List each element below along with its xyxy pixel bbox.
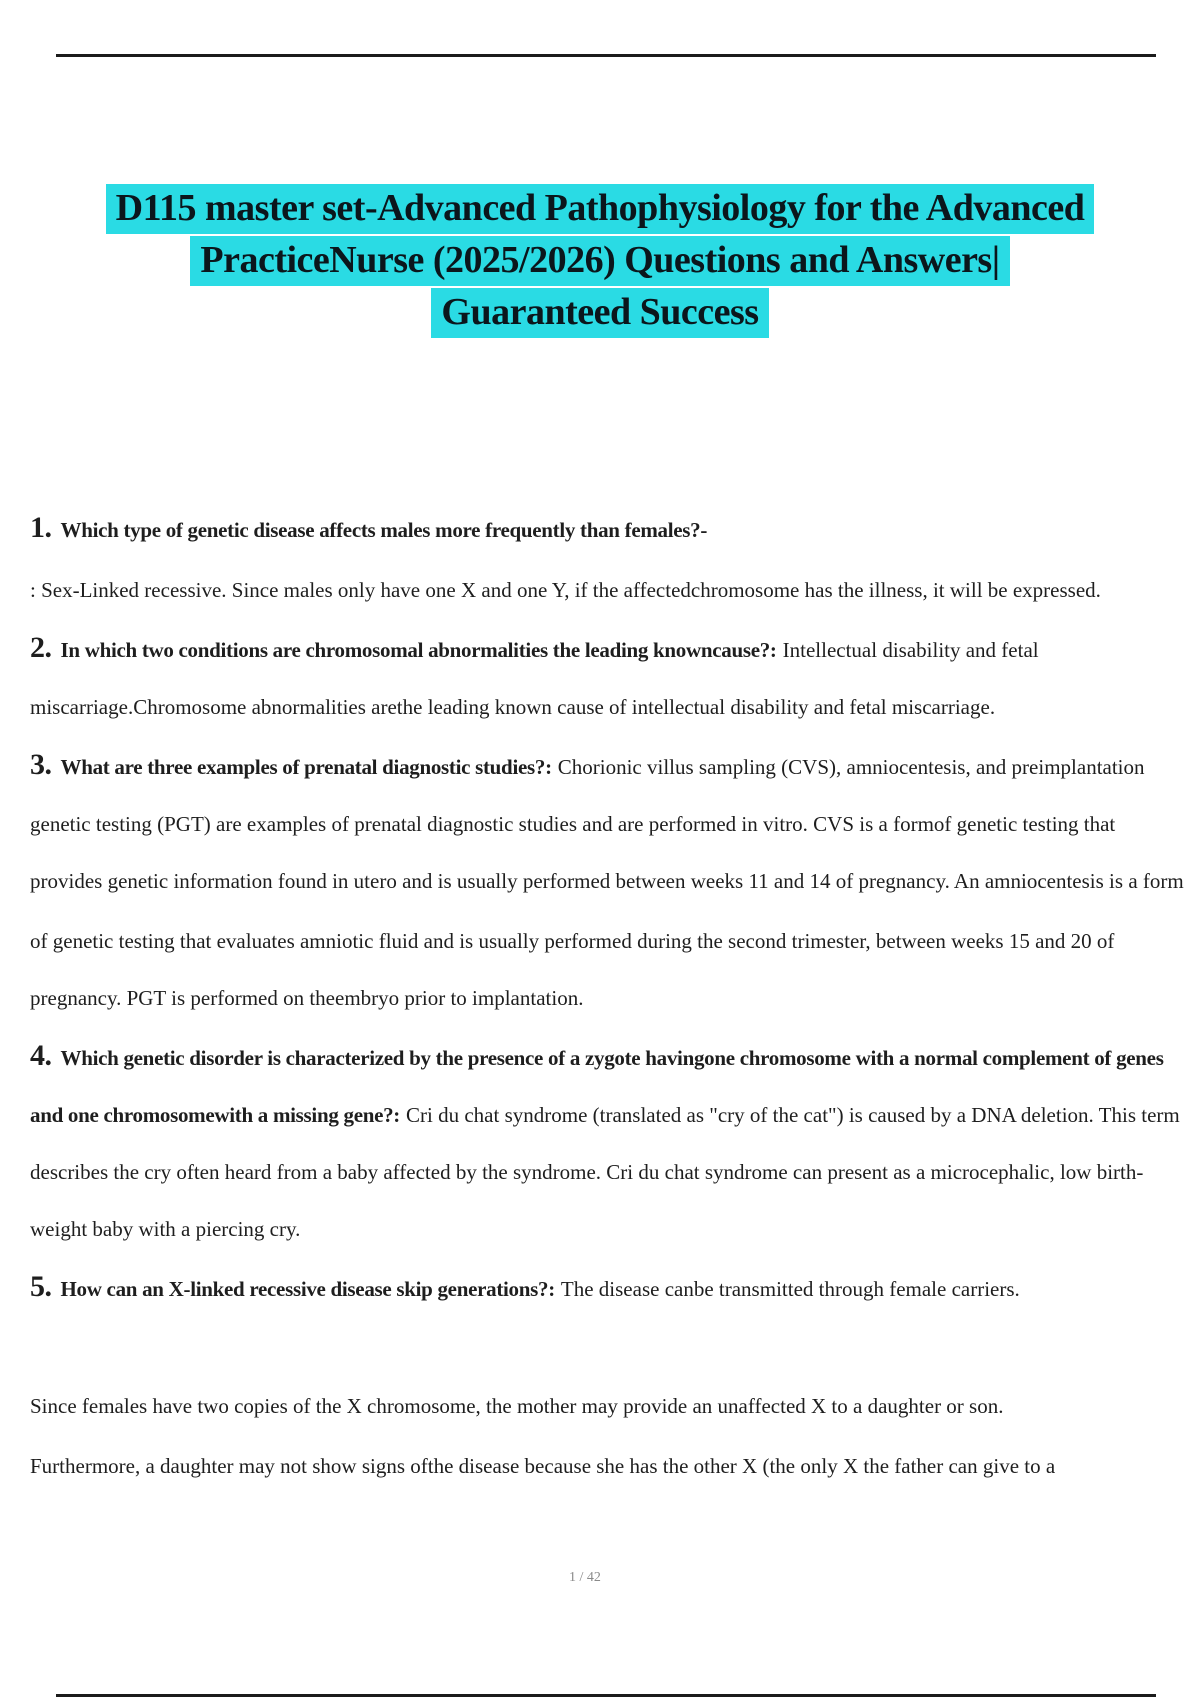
question-number: 2. — [30, 631, 52, 664]
qa-item-1 — [30, 499, 1184, 559]
document-title — [18, 182, 1182, 338]
qa-item-5 — [30, 1258, 1184, 1318]
top-divider — [56, 54, 1156, 57]
qa-item-4 — [30, 1027, 1184, 1258]
qa-item-5-continued — [30, 1375, 1184, 1435]
page-number: 1 / 42 — [569, 1570, 601, 1585]
question-number: 4. — [30, 1039, 52, 1072]
qa-item-3-continued — [30, 910, 1184, 1027]
title-line: Guaranteed Success — [18, 286, 1182, 338]
answer-text: Furthermore, a daughter may not show signs ofthe disease because she has the other X (the only X the father can give to a — [30, 1454, 1056, 1478]
question-text: In which two conditions are chromosomal abnormalities the leading knowncause?: — [60, 638, 777, 662]
answer-text: Chorionic villus sampling (CVS), amniocentesis, and preimplantation genetic testing (PGT) are examples of prenatal diagnostic studies and are performed in vitro. CVS is a formof genetic testing that provides genetic information found in utero and is usually performed between weeks 11 and 14 of pregnancy. An amniocentesis is a form — [30, 755, 1184, 893]
bottom-divider — [56, 1694, 1156, 1697]
qa-item-3 — [30, 736, 1184, 910]
question-number: 1. — [30, 511, 52, 544]
qa-item-2 — [30, 619, 1184, 736]
qa-content — [30, 499, 1184, 1495]
question-text: How can an X-linked recessive disease skip generations?: — [60, 1277, 555, 1301]
question-text: What are three examples of prenatal diagnostic studies?: — [60, 755, 552, 779]
title-line: D115 master set-Advanced Pathophysiology for the Advanced — [18, 182, 1182, 234]
title-line: PracticeNurse (2025/2026) Questions and Answers| — [18, 234, 1182, 286]
question-text: Which type of genetic disease affects males more frequently than females?- — [60, 518, 708, 542]
answer-text: : Sex-Linked recessive. Since males only have one X and one Y, if the affectedchromosome has the illness, it will be expressed. — [30, 578, 1101, 602]
question-text: Which genetic disorder is characterized by the presence of a zygote havingone chromosome with a normal complement of genes and one chromosomewith a missing gene?: — [30, 1046, 1164, 1127]
answer-text: Since females have two copies of the X chromosome, the mother may provide an unaffected X to a daughter or son. — [30, 1394, 1004, 1418]
answer-text: Intellectual disability and fetal miscarriage.Chromosome abnormalities arethe leading known cause of intellectual disability and fetal miscarriage. — [30, 638, 1039, 719]
answer-text: The disease canbe transmitted through female carriers. — [560, 1277, 1020, 1301]
answer-text: Cri du chat syndrome (translated as "cry of the cat") is caused by a DNA deletion. This term describes the cry often heard from a baby affected by the syndrome. Cri du chat syndrome can present as a microcephalic, low birth-weight baby with a piercing cry. — [30, 1103, 1180, 1241]
question-number: 3. — [30, 748, 52, 781]
qa-answer-1 — [30, 559, 1184, 619]
answer-text: of genetic testing that evaluates amniotic fluid and is usually performed during the second trimester, between weeks 15 and 20 of pregnancy. PGT is performed on theembryo prior to implantation. — [30, 929, 1115, 1010]
question-number: 5. — [30, 1270, 52, 1303]
qa-item-5-continued-2 — [30, 1435, 1184, 1495]
